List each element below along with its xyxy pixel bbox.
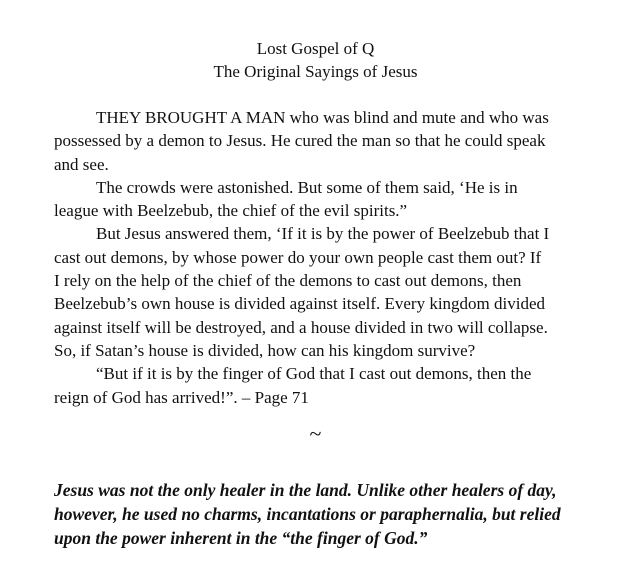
passage-line: against itself will be destroyed, and a house divided in two will collapse. [54,317,548,337]
page-subtitle: The Original Sayings of Jesus [213,62,418,81]
section-separator: ~ [309,421,322,446]
passage-line: reign of God has arrived!”. – Page 71 [54,387,309,407]
passage-line: So, if Satan’s house is divided, how can his kingdom survive? [54,340,476,360]
passage-line: “But if it is by the finger of God that I cast out demons, then the [96,364,532,384]
passage-line: league with Beelzebub, the chief of the evil spirits.” [54,201,408,221]
commentary-note [54,478,624,550]
note-line: Jesus was not the only healer in the land. Unlike other healers of day, [54,480,557,500]
passage-line: and see. [54,154,109,174]
note-line: upon the power inherent in the “the finger of God.” [54,528,428,548]
passage-line: THEY BROUGHT A MAN who was blind and mute and who was [96,108,549,127]
passage-line: But Jesus answered them, ‘If it is by the power of Beelzebub that I [96,224,550,244]
passage-line: cast out demons, by whose power do your own people cast them out? If [54,247,542,267]
passage-line: Beelzebub’s own house is divided against itself. Every kingdom divided [54,294,546,314]
note-line: however, he used no charms, incantations or paraphernalia, but relied [54,504,561,524]
page-title: Lost Gospel of Q [256,39,375,58]
passage [54,106,624,409]
passage-line: possessed by a demon to Jesus. He cured the man so that he could speak [54,131,546,151]
passage-line: The crowds were astonished. But some of them said, ‘He is in [96,177,518,197]
passage-line: I rely on the help of the chief of the demons to cast out demons, then [54,271,522,291]
